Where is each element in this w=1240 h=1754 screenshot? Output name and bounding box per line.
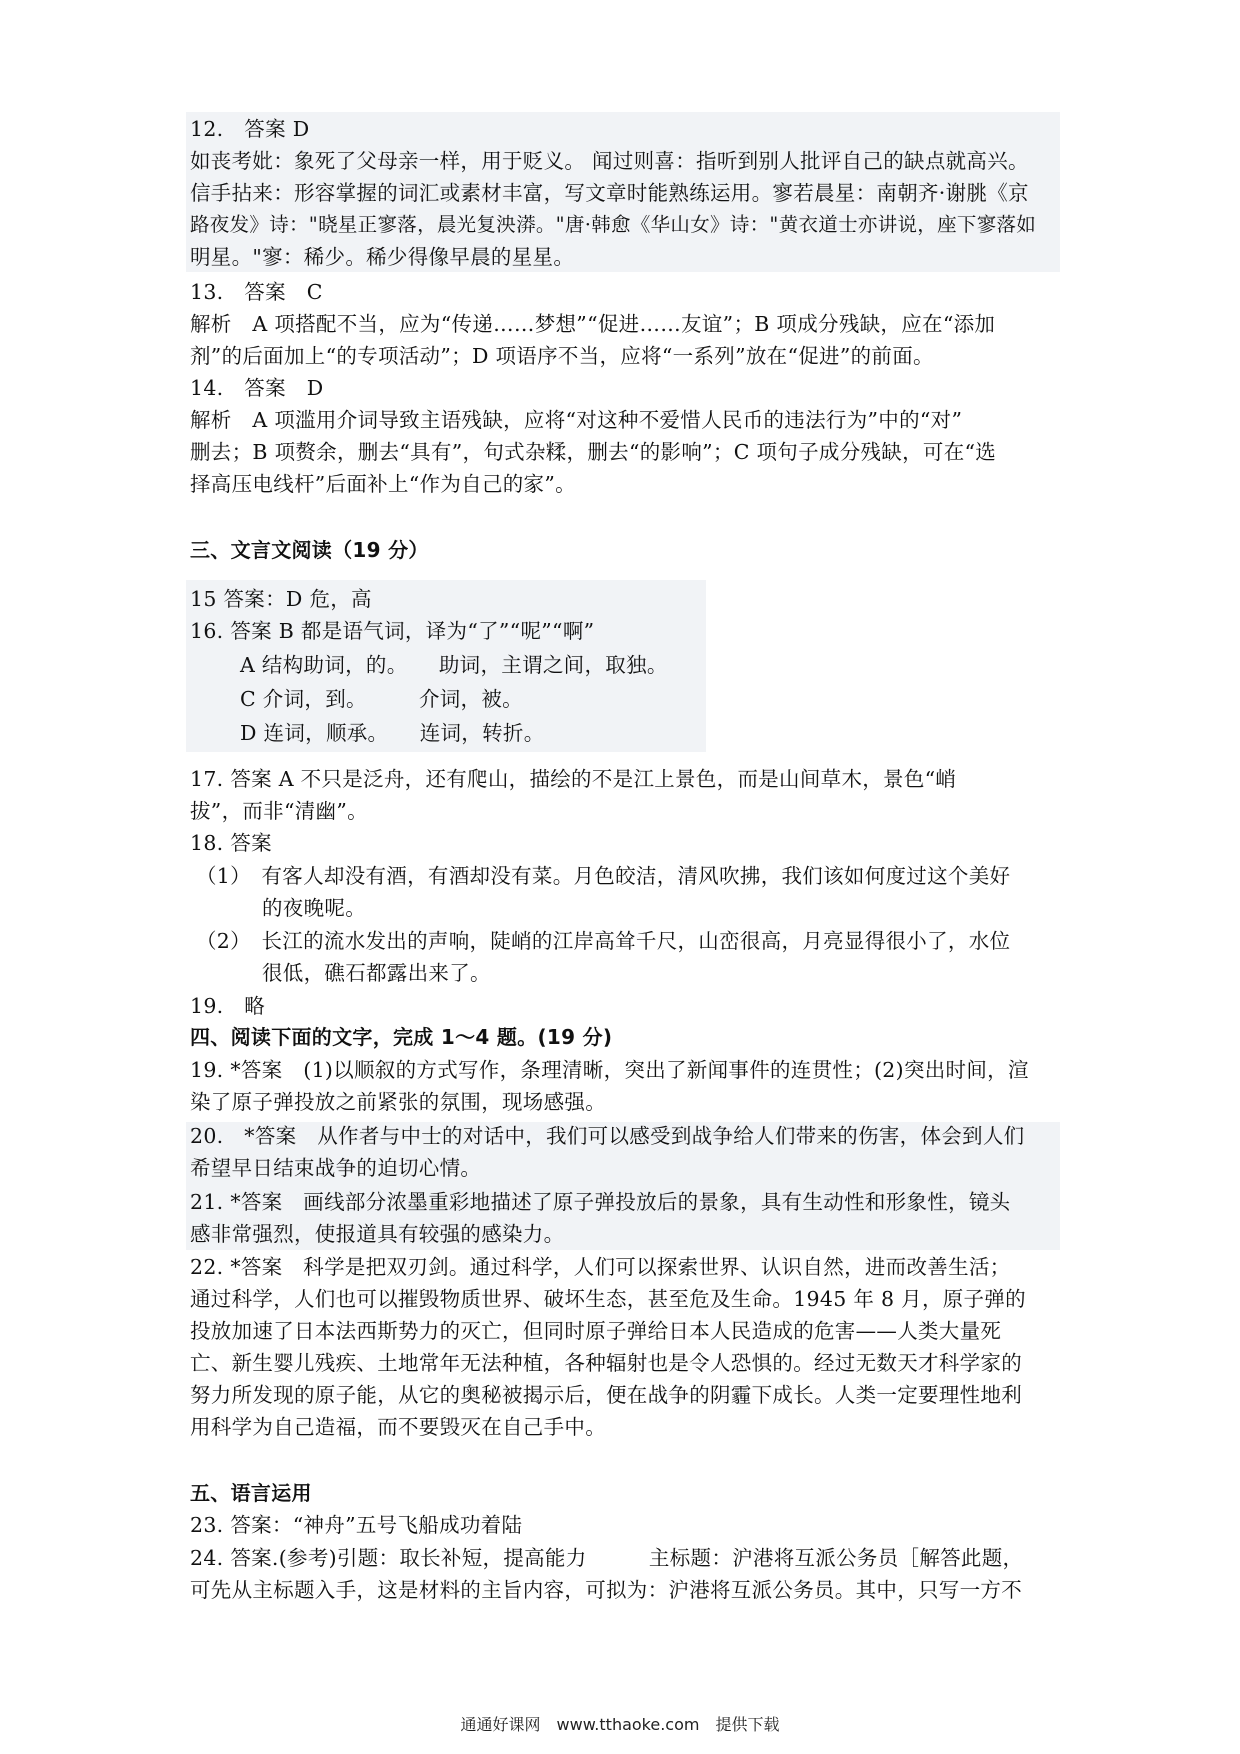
line-22-star-answer-5: 努力所发现的原子能，从它的奥秘被揭示后，便在战争的阴霾下成长。人类一定要理性地利: [190, 1383, 1022, 1407]
line-18-answer: 18. 答案: [190, 831, 272, 855]
line-19-star-answer-2: 染了原子弹投放之前紧张的氛围，现场感强。: [190, 1090, 606, 1114]
line-21-star-answer-2: 感非常强烈，使报道具有较强的感染力。: [190, 1222, 565, 1246]
line-22-star-answer-2: 通过科学，人们也可以摧毁物质世界、破坏生态，甚至危及生命。1945 年 8 月，原子弹的: [190, 1287, 1026, 1311]
line-16-option-c: C 介词，到。 介词，被。: [240, 687, 523, 711]
line-18-item-2b: 很低，礁石都露出来了。: [262, 961, 491, 985]
line-17-answer-1: 17. 答案 A 不只是泛舟，还有爬山，描绘的不是江上景色，而是山间草木，景色“峭: [190, 767, 957, 791]
line-24-answer-2: 可先从主标题入手，这是材料的主旨内容，可拟为：沪港将互派公务员。其中，只写一方不: [190, 1578, 1022, 1602]
line-12-explain-1: 如丧考妣：象死了父母亲一样，用于贬义。 闻过则喜：指听到别人批评自己的缺点就高兴。: [190, 149, 1029, 173]
section-5-heading: 五、语言运用: [190, 1481, 312, 1505]
line-12-answer: 12. 答案 D: [190, 117, 310, 141]
line-20-star-answer-2: 希望早日结束战争的迫切心情。: [190, 1156, 482, 1180]
line-14-explain-1: 解析 A 项滥用介词导致主语残缺，应将“对这种不爱惜人民币的违法行为”中的“对”: [190, 408, 963, 432]
line-21-star-answer-1: 21. *答案 画线部分浓墨重彩地描述了原子弹投放后的景象，具有生动性和形象性，镜头: [190, 1190, 1011, 1214]
section-3-heading: 三、文言文阅读（19 分）: [190, 538, 429, 562]
line-14-explain-3: 择高压电线杆”后面补上“作为自己的家”。: [190, 472, 576, 496]
section-4-heading: 四、阅读下面的文字，完成 1～4 题。(19 分): [190, 1025, 613, 1049]
line-22-star-answer-3: 投放加速了日本法西斯势力的灭亡，但同时原子弹给日本人民造成的危害——人类大量死: [190, 1319, 1002, 1343]
line-18-item-1b: 的夜晚呢。: [262, 896, 366, 920]
line-12-explain-2: 信手拈来：形容掌握的词汇或素材丰富，写文章时能熟练运用。寥若晨星：南朝齐·谢朓《京: [190, 181, 1029, 205]
line-18-item-2a: （2） 长江的流水发出的声响，陡峭的江岸高耸千尺，山峦很高，月亮显得很小了，水位: [196, 929, 1011, 953]
line-22-star-answer-4: 亡、新生婴儿残疾、土地常年无法种植，各种辐射也是令人恐惧的。经过无数天才科学家的: [190, 1351, 1022, 1375]
line-19-answer: 19. 略: [190, 994, 266, 1018]
line-13-explain-1: 解析 A 项搭配不当，应为“传递……梦想”“促进……友谊”；B 项成分残缺，应在“添加: [190, 312, 996, 336]
line-14-answer: 14. 答案 D: [190, 376, 324, 400]
line-16-answer: 16. 答案 B 都是语气词，译为“了”“呢”“啊”: [190, 619, 595, 643]
line-16-option-a: A 结构助词，的。 助词，主谓之间，取独。: [240, 653, 668, 677]
line-13-explain-2: 剂”的后面加上“的专项活动”；D 项语序不当，应将“一系列”放在“促进”的前面。: [190, 344, 934, 368]
line-15-answer: 15 答案：D 危，高: [190, 587, 372, 611]
line-24-answer-1: 24. 答案.(参考)引题：取长补短，提高能力 主标题：沪港将互派公务员［解答此题，: [190, 1546, 1024, 1570]
page-footer: 通通好课网 www.tthaoke.com 提供下载: [460, 1715, 780, 1734]
line-13-answer: 13. 答案 C: [190, 280, 323, 304]
line-22-star-answer-6: 用科学为自己造福，而不要毁灭在自己手中。: [190, 1415, 606, 1439]
line-12-explain-3: 路夜发》诗："晓星正寥落，晨光复泱漭。"唐·韩愈《华山女》诗："黄衣道士亦讲说，座下寥落如: [190, 213, 1037, 236]
line-12-explain-4: 明星。"寥：稀少。稀少得像早晨的星星。: [190, 245, 575, 269]
line-18-item-1a: （1） 有客人却没有酒，有酒却没有菜。月色皎洁，清风吹拂，我们该如何度过这个美好: [196, 864, 1011, 888]
line-20-star-answer-1: 20. *答案 从作者与中士的对话中，我们可以感受到战争给人们带来的伤害，体会到人们: [190, 1124, 1025, 1148]
line-22-star-answer-1: 22. *答案 科学是把双刃剑。通过科学，人们可以探索世界、认识自然，进而改善生活；: [190, 1255, 1011, 1279]
line-23-answer: 23. 答案：“神舟”五号飞船成功着陆: [190, 1513, 523, 1537]
line-19-star-answer-1: 19. *答案 (1)以顺叙的方式写作，条理清晰，突出了新闻事件的连贯性；(2)突出时间，渲: [190, 1058, 1029, 1082]
line-17-answer-2: 拔”，而非“清幽”。: [190, 799, 368, 823]
line-14-explain-2: 删去；B 项赘余，删去“具有”，句式杂糅，删去“的影响”；C 项句子成分残缺，可在“选: [190, 440, 997, 464]
line-16-option-d: D 连词，顺承。 连词，转折。: [240, 721, 545, 745]
